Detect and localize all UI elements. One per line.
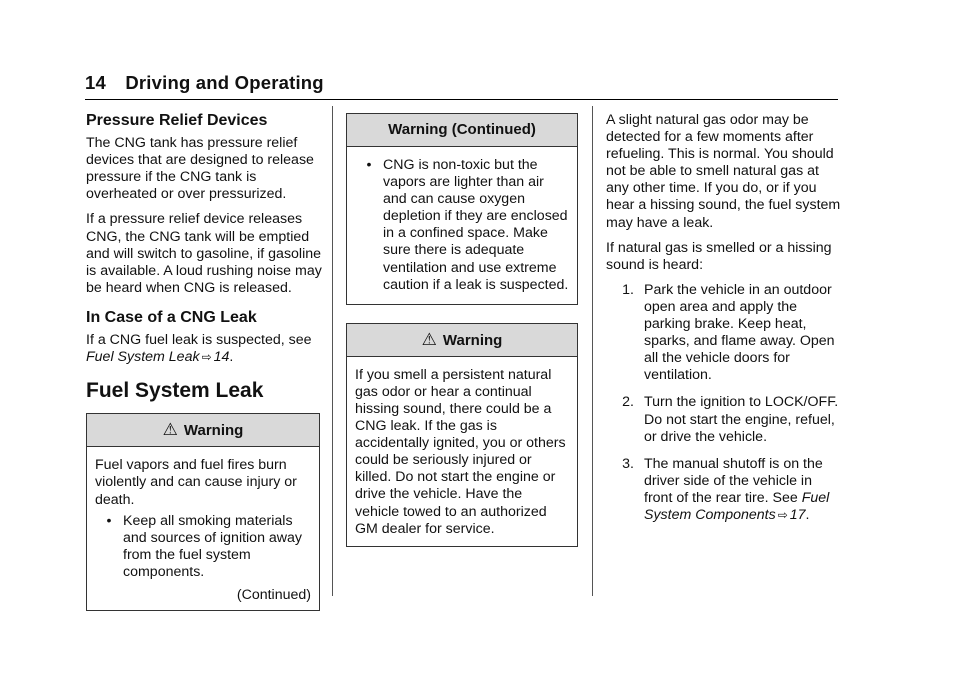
fuel-system-leak-link[interactable]	[86, 349, 229, 365]
warning-box-header	[87, 414, 319, 447]
link-text[interactable]: Fuel System Leak	[86, 349, 200, 366]
bullet-mark: •	[366, 157, 372, 173]
warning-text: Fuel vapors and fuel fires burn violently and can cause injury or death.	[95, 457, 297, 508]
column-divider-1	[332, 106, 333, 596]
step-text	[644, 456, 842, 524]
link-page[interactable]: 17	[789, 506, 806, 523]
bullet-text: Keep all smoking materials and sources of ignition away from the fuel system components.	[123, 512, 303, 580]
heading-pressure-relief: Pressure Relief Devices	[86, 112, 268, 129]
bullet-text: CNG is non-toxic but the vapors are lighter than air and can cause oxygen depletion if they are enclosed in a confined space. Make sure there is adequate ventilation and use extreme caution if a leak is suspected.	[383, 157, 569, 293]
warning-box-body	[87, 447, 319, 610]
step-text: Turn the ignition to LOCK/OFF. Do not start the engine, refuel, or drive the vehicle.	[644, 394, 839, 445]
step-number: 3.	[622, 455, 634, 472]
warning-box	[86, 413, 320, 611]
warning-text: If you smell a persistent natural gas odor or hear a continual hissing sound, there could be a CNG leak. If the gas is accidentally ignited, you or others could be seriously injured or killed. Do not start the engine or drive the vehicle. Have the vehicle towed to an authorized GM dealer for service.	[355, 366, 566, 537]
paragraph: A slight natural gas odor may be detected for a few moments after refueling. This is normal. You should not be able to smell natural gas at any other time. If you do, or if you hear a hissing sound, the fuel system may have a leak.	[606, 112, 841, 231]
heading-fuel-system-leak: Fuel System Leak	[86, 379, 264, 403]
text: .	[805, 506, 810, 523]
warning-box-gas-odor	[346, 323, 578, 547]
section-title: Driving and Operating	[125, 72, 324, 93]
warning-box-body	[347, 147, 577, 304]
paragraph: If a pressure relief device releases CNG, the CNG tank will be emptied and will switch to gasoline, if gasoline is available. A loud rushing noise may be heard when CNG is released.	[86, 211, 322, 296]
warning-box-header	[347, 114, 577, 147]
paragraph-leak-ref	[86, 332, 322, 366]
warning-triangle-icon: ⚠	[162, 420, 178, 440]
continued-note: (Continued)	[236, 586, 311, 603]
text: .	[229, 349, 234, 366]
warning-title: Warning	[183, 422, 244, 440]
paragraph: The CNG tank has pressure relief devices that are designed to release pressure if the CNG tank is overheated or over pressurized.	[86, 135, 314, 203]
page-number: 14	[85, 72, 106, 93]
page-ref-arrow-icon: ⇨	[201, 350, 212, 365]
warning-box-body	[347, 357, 577, 546]
warning-triangle-icon: ⚠	[421, 329, 437, 349]
column-divider-2	[592, 106, 593, 596]
step-number: 1.	[622, 281, 634, 298]
list-item	[606, 394, 842, 445]
warning-continued-box	[346, 113, 578, 305]
link-page[interactable]: 14	[213, 349, 230, 366]
page-ref-arrow-icon: ⇨	[777, 507, 788, 522]
header-rule	[85, 99, 838, 100]
text: The manual shutoff is on the driver side of the vehicle in front of the rear tire. See	[644, 455, 823, 506]
list-item	[606, 282, 842, 385]
list-item	[606, 456, 842, 524]
step-number: 2.	[622, 394, 634, 411]
link-text[interactable]: Fuel System Components	[644, 489, 830, 523]
bullet-item	[355, 157, 569, 294]
column-1	[86, 112, 322, 611]
warning-box-header	[347, 324, 577, 357]
text: If a CNG fuel leak is suspected, see	[86, 332, 312, 349]
steps-list	[606, 282, 842, 524]
heading-cng-leak: In Case of a CNG Leak	[86, 308, 257, 326]
bullet-item	[95, 513, 311, 581]
warning-title: Warning	[442, 331, 503, 349]
warning-title: Warning (Continued)	[388, 121, 536, 138]
column-3	[606, 112, 842, 534]
paragraph: If natural gas is smelled or a hissing sound is heard:	[606, 239, 832, 273]
column-2	[346, 113, 578, 547]
page-header	[85, 72, 324, 94]
step-text: Park the vehicle in an outdoor open area and apply the parking brake. Keep heat, sparks, and flame away. Open all the vehicle doors for ventilation.	[644, 281, 835, 384]
bullet-mark: •	[106, 512, 112, 529]
